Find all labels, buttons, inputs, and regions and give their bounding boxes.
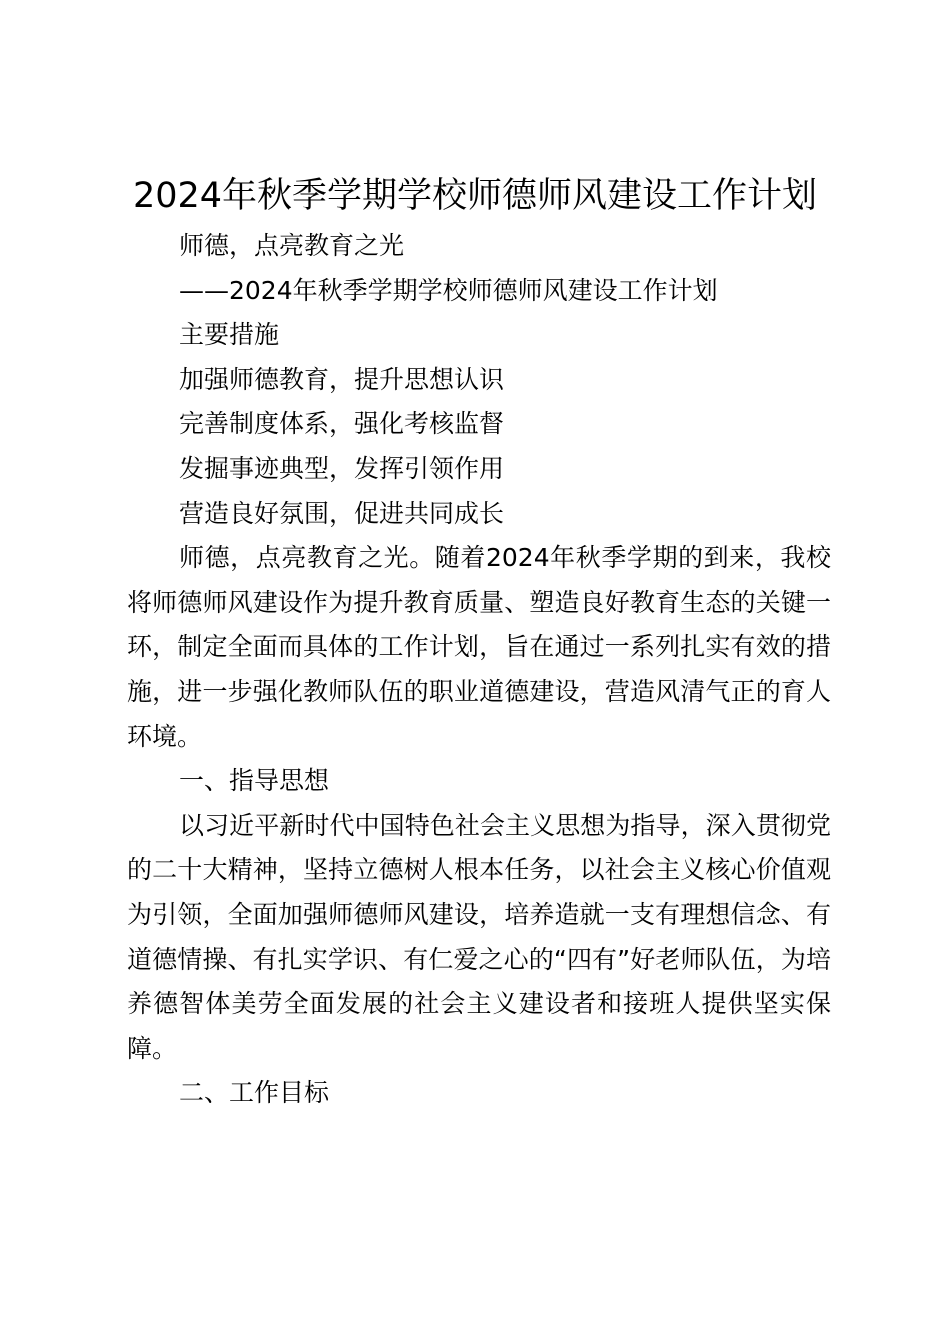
- measures-heading: 主要措施: [179, 320, 280, 350]
- document-body: [127, 224, 831, 1116]
- intro-paragraph: 师德，点亮教育之光。随着2024年秋季学期的到来，我校将师德师风建设作为提升教育质量、塑造良好教育生态的关键一环，制定全面而具体的工作计划，旨在通过一系列扎实有效的措施，进一步强化教师队伍的职业道德建设，营造风清气正的育人环境。: [127, 543, 831, 751]
- measure-item: 发掘事迹典型，发挥引领作用: [179, 453, 505, 483]
- subtitle: 师德，点亮教育之光: [179, 231, 405, 260]
- document-title: 2024年秋季学期学校师德师风建设工作计划: [132, 176, 818, 216]
- measure-item: 完善制度体系，强化考核监督: [179, 409, 505, 439]
- section-1-heading: 一、指导思想: [179, 766, 330, 796]
- section-1-paragraph: 以习近平新时代中国特色社会主义思想为指导，深入贯彻党的二十大精神，坚持立德树人根本任务，以社会主义核心价值观为引领，全面加强师德师风建设，培养造就一支有理想信念、有道德情操、有扎实学识、有仁爱之心的“四有”好老师队伍，为培养德智体美劳全面发展的社会主义建设者和接班人提供坚实保障。: [127, 810, 831, 1063]
- section-2-heading: 二、工作目标: [179, 1078, 330, 1108]
- measure-item: 加强师德教育，提升思想认识: [179, 364, 505, 394]
- subtitle-line-2: ——2024年秋季学期学校师德师风建设工作计划: [179, 275, 718, 305]
- measure-item: 营造良好氛围，促进共同成长: [179, 498, 505, 528]
